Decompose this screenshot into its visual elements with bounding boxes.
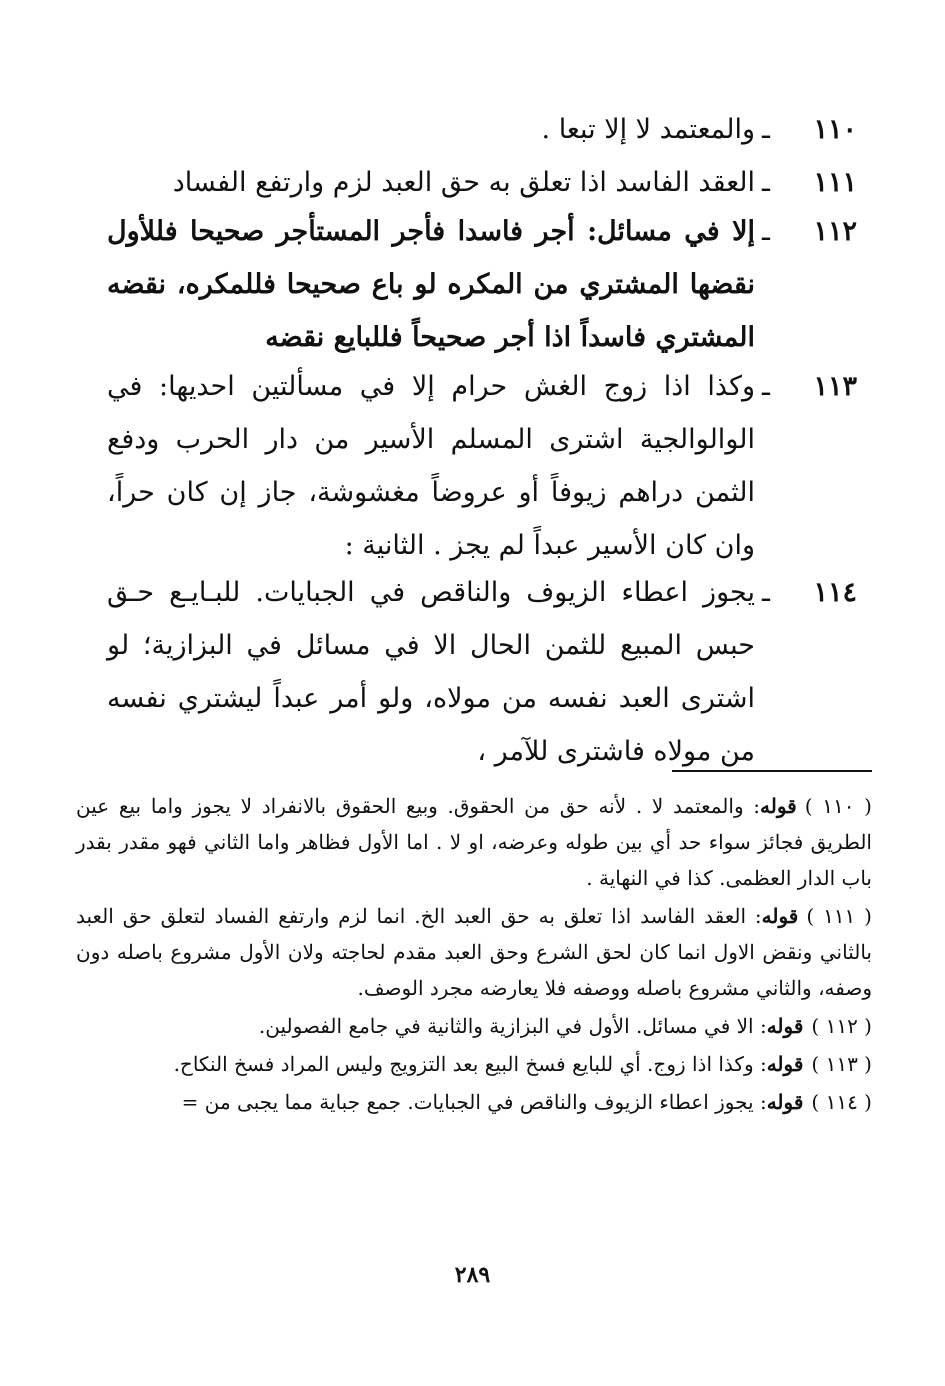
footnote-text: : الا في مسائل. الأول في البزازية والثانية في جامع الفصولين. (258, 1014, 767, 1038)
footnote-113 (76, 1046, 872, 1082)
entry-113 (107, 360, 857, 572)
footnote-label: قوله (766, 1090, 804, 1114)
footnote-text: : يجوز اعطاء الزيوف والناقص في الجبايات. جمع جباية مما يجبى من = (181, 1090, 767, 1114)
footnote-label: قوله (761, 904, 799, 928)
footnotes (76, 788, 872, 1122)
entry-dash: ـ (762, 371, 770, 402)
entry-112 (107, 205, 857, 364)
footnote-divider (672, 770, 872, 772)
entry-text: وكذا اذا زوج الغش حرام إلا في مسألتين احديها: في الوالوالجية اشترى المسلم الأسير من دار الحرب ودفع الثمن دراهم زيوفاً أو عروضاً مغشوشة، جاز إن كان حراً، وان كان الأسير عبداً لم يجز . الثانية : (107, 371, 755, 561)
footnote-label: قوله (766, 1014, 804, 1038)
footnote-112 (76, 1008, 872, 1044)
entry-number: ١١٤ (813, 577, 857, 608)
footnote-number: ( ١١٢ ) (811, 1014, 872, 1038)
footnote-number: ( ١١٣ ) (811, 1052, 872, 1076)
footnote-110 (76, 788, 872, 896)
page-number: ٢٨٩ (454, 1262, 491, 1288)
entry-114 (107, 566, 857, 778)
entry-number: ١١٣ (813, 371, 857, 402)
entry-111 (107, 156, 857, 209)
footnote-text: : والمعتمد لا . لأنه حق من الحقوق. وبيع الحقوق بالانفراد لا يجوز واما بيع عين الطريق فجائز سواء حد أي بين طوله وعرضه، او لا . اما الأول فظاهر واما الثاني فهو مقدر بقدر باب الدار العظمى. كذا في النهاية . (76, 794, 872, 890)
footnote-number: ( ١١٠ ) (804, 794, 872, 818)
entry-text: العقد الفاسد اذا تعلق به حق العبد لزم وارتفع الفساد (172, 167, 755, 198)
footnote-label: قوله (766, 1052, 804, 1076)
entry-number: ١١١ (813, 167, 857, 198)
entry-dash: ـ (762, 216, 770, 247)
footnote-114 (76, 1084, 872, 1120)
footnote-number: ( ١١١ ) (806, 904, 872, 928)
entry-number: ١١٠ (813, 114, 857, 145)
footnote-111 (76, 898, 872, 1006)
entry-text: يجوز اعطاء الزيوف والناقص في الجبايات. للبـايـع حـق حبس المبيع للثمن الحال الا في مسائل في البزازية؛ لو اشترى العبد نفسه من مولاه، ولو أمر عبداً ليشتري نفسه من مولاه فاشترى للآمر ، (107, 577, 755, 767)
footnote-text: : وكذا اذا زوج. أي للبايع فسخ البيع بعد التزويج وليس المراد فسخ النكاح. (173, 1052, 767, 1076)
footnote-number: ( ١١٤ ) (811, 1090, 872, 1114)
footnote-label: قوله (760, 794, 797, 818)
entry-text: إلا في مسائل: أجر فاسدا فأجر المستأجر صحيحا فللأول نقضها المشتري من المكره لو باع صحيحا فللمكره، نقضه المشتري فاسداً اذا أجر صحيحاً فللبايع نقضه (107, 216, 755, 353)
entry-text: والمعتمد لا إلا تبعا . (541, 114, 755, 145)
entry-dash: ـ (762, 577, 770, 608)
entry-number: ١١٢ (813, 216, 857, 247)
entry-dash: ـ (762, 114, 770, 145)
entry-dash: ـ (762, 167, 770, 198)
entry-110 (107, 103, 857, 156)
footnote-text: : العقد الفاسد اذا تعلق به حق العبد الخ. انما لزم وارتفع الفساد لتعلق حق العبد بالثاني ونقض الاول انما كان لحق الشرع وحق العبد مقدم لحاجته ولان الأول مشروع باصله دون وصفه، والثاني مشروع باصله ووصفه فلا يعارضه مجرد الوصف. (76, 904, 872, 1000)
